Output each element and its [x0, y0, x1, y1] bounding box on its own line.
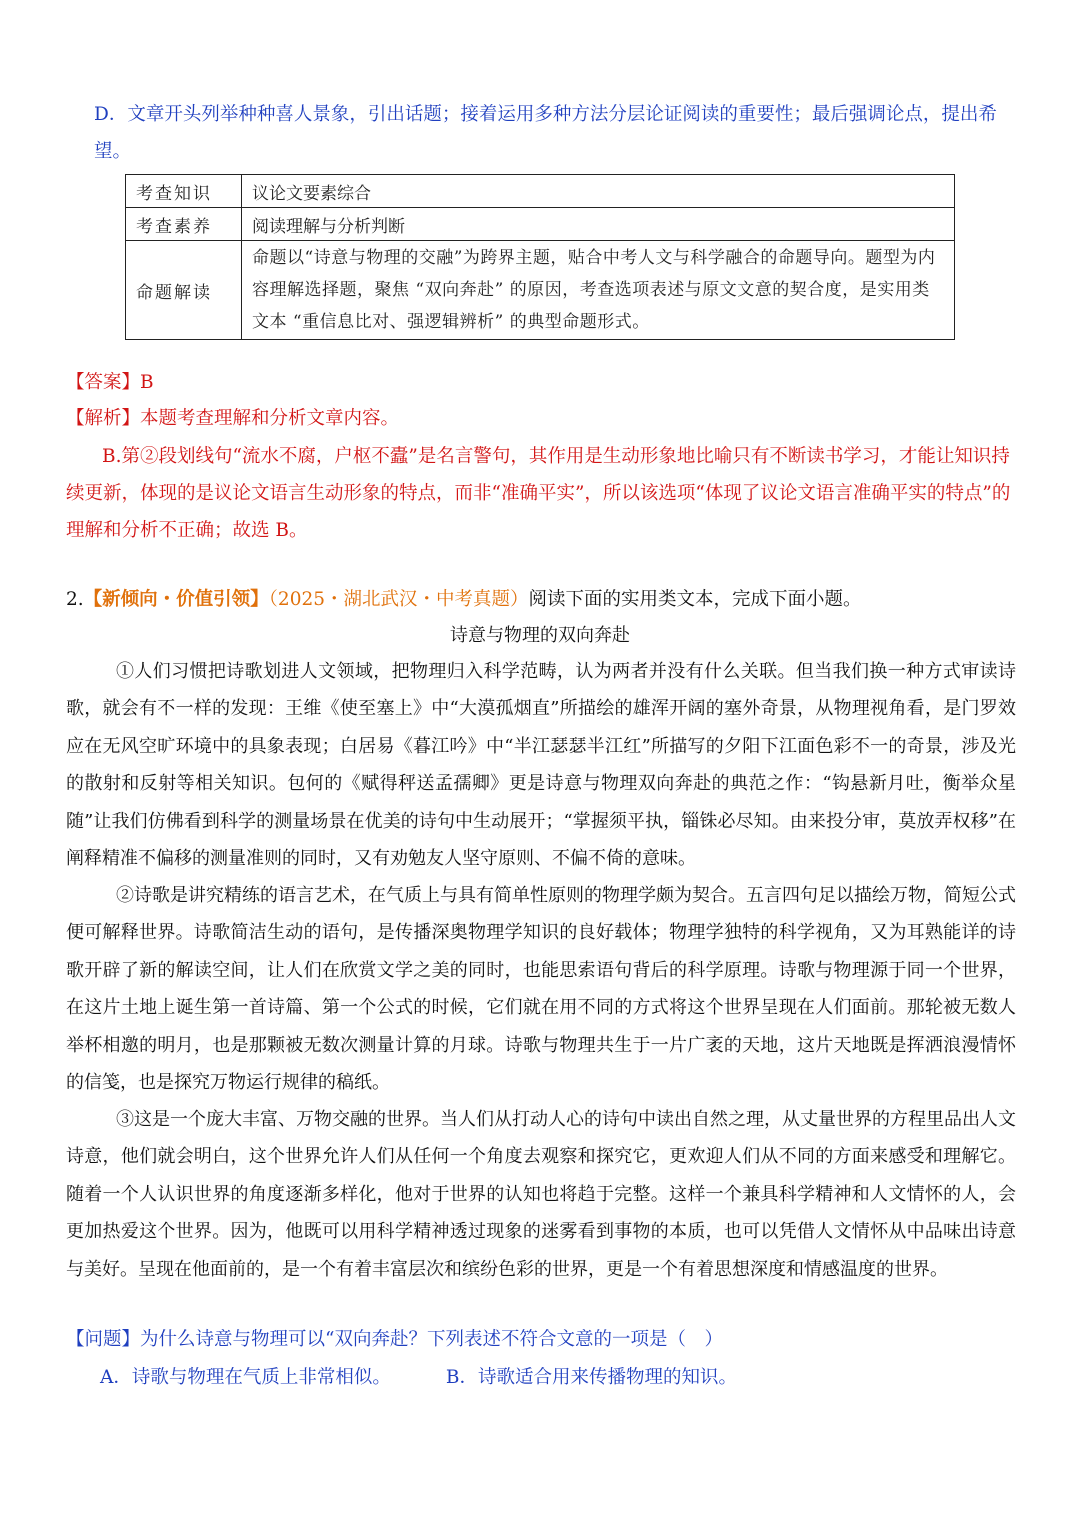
analysis-body: B.第②段划线句“流水不腐，户枢不蠹”是名言警句，其作用是生动形象地比喻只有不断读书学习，才能让知识持续更新，体现的是议论文语言生动形象的特点，而非“准确平实”，所以该选项“体现了议论文语言准确平实的特点”的理解和分析不正确；故选 B。 [66, 446, 1011, 541]
analysis-line: 【解析】本题考查理解和分析文章内容。 [66, 408, 400, 429]
table-value: 议论文要素综合 [242, 175, 955, 208]
question-prompt: 【问题】为什么诗意与物理可以“双向奔赴？下列表述不符合文意的一项是（ ） [66, 1329, 723, 1350]
choice-a[interactable]: A．诗歌与物理在气质上非常相似。 [100, 1367, 391, 1388]
table-value: 阅读理解与分析判断 [242, 208, 955, 241]
question-source: （2025・湖北武汉・中考真题） [268, 589, 529, 610]
choice-b[interactable]: B．诗歌适合用来传播物理的知识。 [445, 1367, 737, 1388]
table-row [126, 241, 955, 340]
article-title: 诗意与物理的双向奔赴 [450, 625, 630, 646]
question-instruction: 阅读下面的实用类文本，完成下面小题。 [528, 589, 862, 610]
question-2-header [66, 583, 1026, 617]
table-key: 考查素养 [126, 208, 242, 241]
table-row [126, 175, 955, 208]
option-d: D．文章开头列举种种喜人景象，引出话题；接着运用多种方法分层论证阅读的重要性；最后强调论点，提出希望。 [94, 104, 997, 162]
table-value: 命题以“诗意与物理的交融”为跨界主题，贴合中考人文与科学融合的命题导向。题型为内容理解选择题，聚焦 “双向奔赴” 的原因，考查选项表述与原文文意的契合度，是实用类文本 “重信息比对、强逻辑辨析” 的典型命题形式。 [242, 241, 955, 340]
question-number: 2. [66, 589, 84, 610]
table-key: 考查知识 [126, 175, 242, 208]
answer-line: 【答案】B [66, 372, 154, 393]
article-paragraph-1: ①人们习惯把诗歌划进人文领域，把物理归入科学范畴，认为两者并没有什么关联。但当我们换一种方式审读诗歌，就会有不一样的发现：王维《使至塞上》中“大漠孤烟直”所描绘的雄浑开阔的塞外奇景，从物理视角看，是门罗效应在无风空旷环境中的具象表现；白居易《暮江吟》中“半江瑟瑟半江红”所描写的夕阳下江面色彩不一的奇景，涉及光的散射和反射等相关知识。包何的《赋得秤送孟孺卿》更是诗意与物理双向奔赴的典范之作：“钩悬新月吐，衡举众星随”让我们仿佛看到科学的测量场景在优美的诗句中生动展开；“掌握须平执，锱铢必尽知。由来投分审，莫放弄权移”在阐释精准不偏移的测量准则的同时，又有劝勉友人坚守原则、不偏不倚的意味。 [66, 661, 1016, 870]
table-key: 命题解读 [126, 241, 242, 340]
article-paragraph-2: ②诗歌是讲究精练的语言艺术，在气质上与具有简单性原则的物理学颇为契合。五言四句足以描绘万物，简短公式便可解释世界。诗歌简洁生动的语句，是传播深奥物理学知识的良好载体；物理学独特的科学视角，又为耳熟能详的诗歌开辟了新的解读空间，让人们在欣赏文学之美的同时，也能思索语句背后的科学原理。诗歌与物理源于同一个世界，在这片土地上诞生第一首诗篇、第一个公式的时候，它们就在用不同的方式将这个世界呈现在人们面前。那轮被无数人举杯相邀的明月，也是那颗被无数次测量计算的月球。诗歌与物理共生于一片广袤的天地，这片天地既是挥洒浪漫情怀的信笺，也是探究万物运行规律的稿纸。 [66, 885, 1016, 1094]
table-row [126, 208, 955, 241]
info-table [125, 174, 955, 340]
choices-row [100, 1361, 1000, 1395]
article-paragraph-3: ③这是一个庞大丰富、万物交融的世界。当人们从打动人心的诗句中读出自然之理，从丈量世界的方程里品出人文诗意，他们就会明白，这个世界允许人们从任何一个角度去观察和探究它，更欢迎人们从不同的方面来感受和理解它。随着一个人认识世界的角度逐渐多样化，他对于世界的认知也将趋于完整。这样一个兼具科学精神和人文情怀的人，会更加热爱这个世界。因为，他既可以用科学精神透过现象的迷雾看到事物的本质，也可以凭借人文情怀从中品味出诗意与美好。呈现在他面前的，是一个有着丰富层次和缤纷色彩的世界，更是一个有着思想深度和情感温度的世界。 [66, 1109, 1016, 1280]
question-tag: 【新倾向・价值引领】 [83, 589, 269, 610]
